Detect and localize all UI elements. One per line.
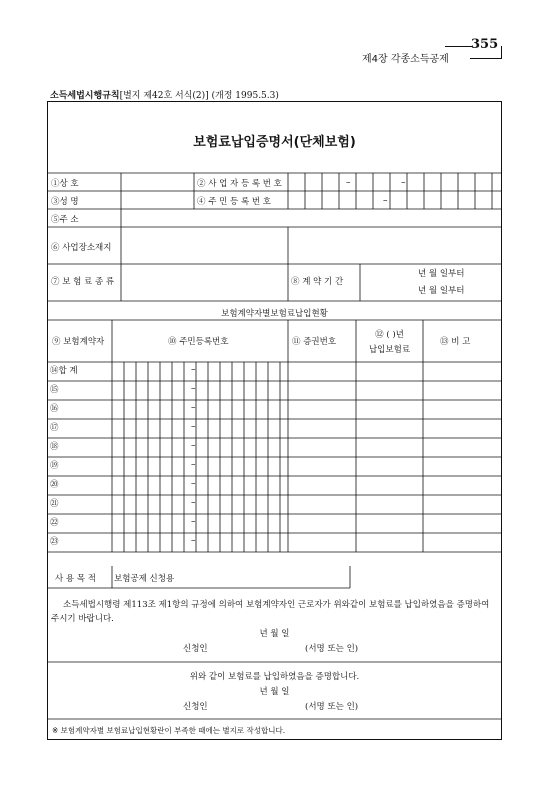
insurance-type-label: ⑦ 보 험 료 종 류: [51, 277, 115, 287]
number-dash: –: [191, 384, 196, 394]
row-label: ㉒: [50, 518, 59, 528]
resident-number-label: ④ 주 민 등 록 번 호: [197, 197, 271, 207]
declaration-certify: 위와 같이 보험료를 납입하였음을 증명합니다.: [189, 672, 360, 682]
number-dash: –: [191, 403, 196, 413]
request-signature: (서명 또는 인): [305, 644, 359, 654]
business-reg-number-label: ② 사 업 자 등 록 번 호: [197, 179, 282, 189]
header-year: ⑫ ( )년: [375, 330, 404, 340]
purpose-value: 보험공제 신청용: [114, 574, 175, 584]
period-end-line: 년 월 일부터: [418, 286, 465, 296]
section-title: 보험계약자별보험료납입현황: [221, 309, 328, 319]
row-label: ⑭합 계: [50, 366, 78, 376]
row-label: ⑱: [50, 442, 59, 452]
purpose-label: 사 용 목 적: [55, 574, 96, 584]
footnote: ※ 보험계약자별 보험료납입현황란이 부족한 때에는 별지로 작성합니다.: [52, 726, 286, 735]
header-policy-number: ⑪ 증권번호: [292, 337, 337, 347]
row-label: ⑯: [50, 404, 59, 414]
number-dash: –: [191, 517, 196, 527]
header-resident-number: ⑩ 주민등록번호: [168, 337, 229, 347]
address-label: ⑤주 소: [51, 215, 79, 225]
number-dash: –: [191, 365, 196, 375]
row-label: ⑲: [50, 461, 59, 471]
header-premium: 납입보험료: [368, 345, 411, 355]
row-label: ⑮: [50, 385, 59, 395]
certify-date: 년 월 일: [259, 687, 290, 697]
header-remarks: ⑬ 비 고: [440, 337, 471, 347]
period-start-line: 년 월 일부터: [418, 269, 465, 279]
certify-signature: (서명 또는 인): [305, 702, 359, 712]
header-contractor: ⑨ 보험계약자: [52, 337, 105, 347]
number-dash: –: [401, 178, 406, 188]
number-dash: –: [346, 178, 351, 188]
number-dash: –: [191, 479, 196, 489]
number-dash: –: [191, 422, 196, 432]
row-label: ㉓: [50, 537, 59, 547]
name-label: ③성 명: [51, 197, 79, 207]
declaration-request: 소득세법시행령 제113조 제1항의 규정에 의하여 보험계약자인 근로자가 위와같이 보험료를 납입하였음을 증명하여 주시기 바랍니다.: [51, 600, 490, 624]
number-dash: –: [191, 498, 196, 508]
form-detail: [별지 제42호 서식(2)] (개정 1995.5.3): [119, 91, 279, 101]
row-label: ⑰: [50, 423, 59, 433]
chapter-header: 제4장 각종소득공제: [362, 54, 449, 65]
row-label: ㉑: [50, 499, 59, 509]
number-dash: –: [191, 460, 196, 470]
page-number: 355: [471, 37, 499, 52]
certify-applicant: 신청인: [183, 702, 208, 712]
row-label: ⑳: [50, 480, 59, 490]
business-name-label: ①상 호: [51, 179, 79, 189]
number-dash: –: [191, 441, 196, 451]
number-dash: –: [383, 196, 388, 206]
law-name: 소득세법시행규칙: [50, 91, 120, 101]
request-applicant: 신청인: [183, 644, 208, 654]
contract-period-label: ⑧ 계 약 기 간: [291, 277, 344, 287]
form-title: 보험료납입증명서(단체보험): [193, 135, 356, 150]
number-dash: –: [191, 536, 196, 546]
request-date: 년 월 일: [259, 629, 290, 639]
workplace-address-label: ⑥ 사업장소재지: [51, 243, 112, 253]
